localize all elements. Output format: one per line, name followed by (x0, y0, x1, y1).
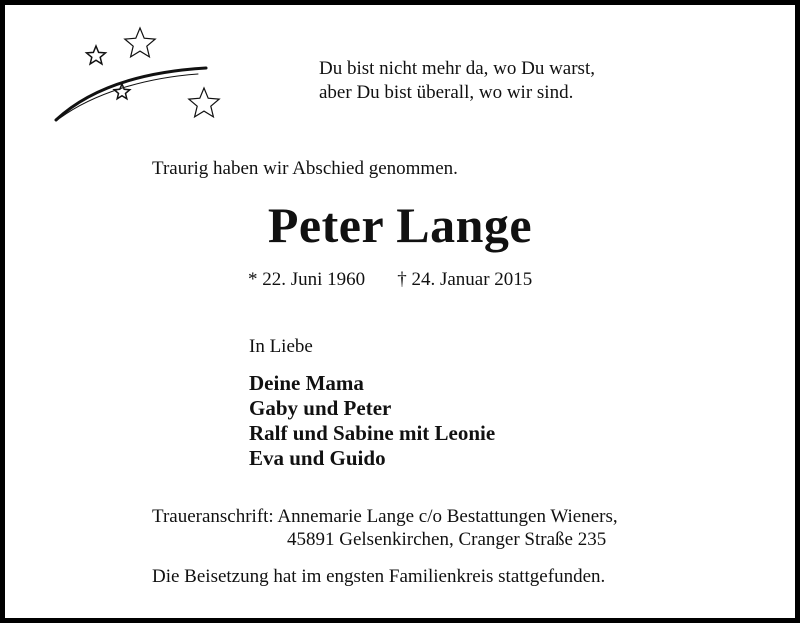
star-icon (189, 88, 219, 117)
address-line: Traueranschrift: Annemarie Lange c/o Bestattungen Wieners, (152, 506, 618, 527)
mourning-address (152, 505, 618, 551)
verse-line: Du bist nicht mehr da, wo Du warst, (319, 58, 595, 79)
closing-note: Die Beisetzung hat im engsten Familienkreis stattgefunden. (152, 566, 606, 587)
in-love-label: In Liebe (249, 336, 313, 357)
star-icon (87, 46, 106, 64)
memorial-verse (319, 57, 595, 105)
verse-line: aber Du bist überall, wo wir sind. (319, 82, 574, 103)
death-date: † 24. Januar 2015 (397, 269, 533, 290)
family-member: Deine Mama (249, 371, 364, 395)
address-line: 45891 Gelsenkirchen, Cranger Straße 235 (287, 529, 607, 550)
family-member: Gaby und Peter (249, 396, 392, 420)
intro-text: Traurig haben wir Abschied genommen. (152, 158, 458, 179)
family-member: Eva und Guido (249, 446, 386, 470)
family-member: Ralf und Sabine mit Leonie (249, 421, 496, 445)
star-icon (125, 28, 155, 57)
deceased-name: Peter Lange (267, 197, 533, 253)
family-list (249, 371, 495, 471)
birth-date: * 22. Juni 1960 (248, 269, 366, 290)
shooting-stars-icon (48, 22, 228, 132)
life-dates (248, 269, 532, 291)
